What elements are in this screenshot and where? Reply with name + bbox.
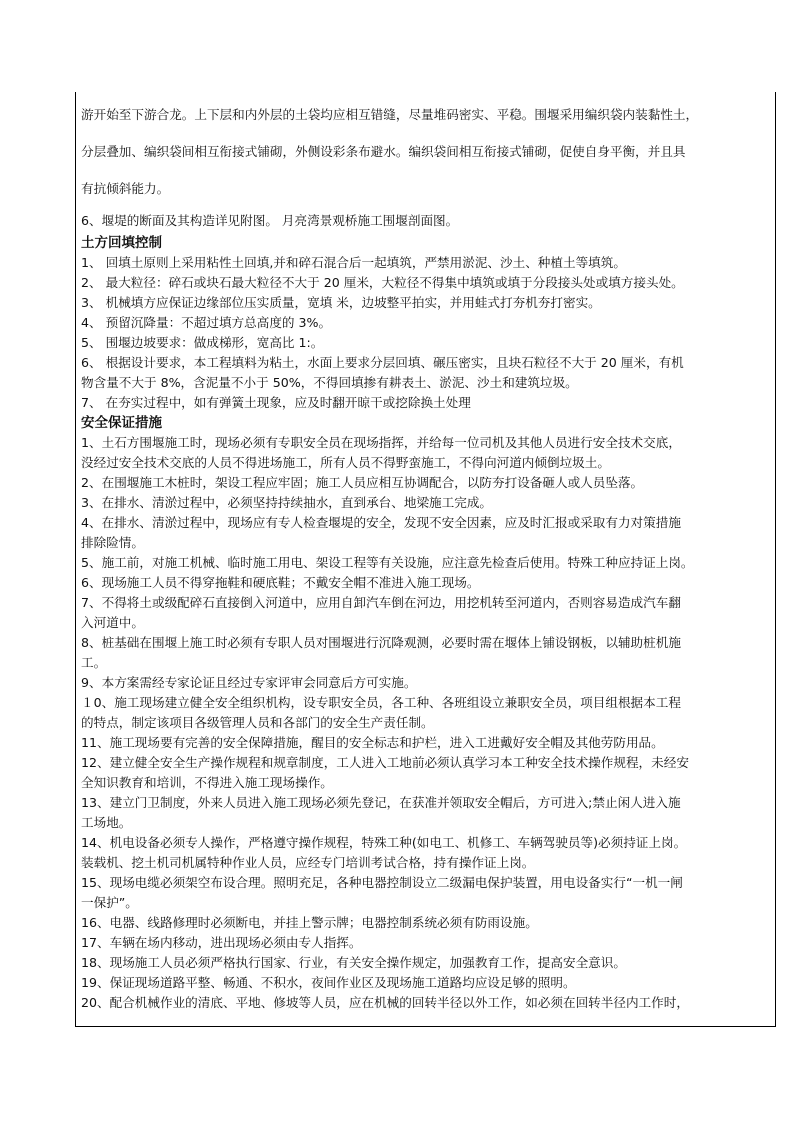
list-item: 7、 在夯实过程中，如有弹簧土现象，应及时翻开晾干或挖除换土处理 xyxy=(81,395,471,410)
list-item: 11、施工现场要有完善的安全保障措施，醒目的安全标志和护栏，进入工进戴好安全帽及其他劳防用品。 xyxy=(81,735,664,750)
intro-line: 游开始至下游合龙。上下层和内外层的土袋均应相互错缝，尽量堆码密实、平稳。围堰采用编织袋内装黏性土， xyxy=(81,107,699,122)
list-item: 没经过安全技术交底的人员不得进场施工，所有人员不得野蛮施工，不得向河道内倾倒垃圾土。 xyxy=(81,455,610,470)
list-item: 工。 xyxy=(81,655,107,670)
list-item: 3、 机械填方应保证边缘部位压实质量，宽填 米，边坡整平拍实，并用蛙式打夯机夯打密实。 xyxy=(81,295,601,310)
list-item: １0、施工现场建立健全安全组织机构，设专职安全员，各工种、各班组设立兼职安全员，项目组根据本工程 xyxy=(81,695,681,710)
list-item: 1、土石方围堰施工时，现场必须有专职安全员在现场指挥，并给每一位司机及其他人员进行安全技术交底， xyxy=(81,435,681,450)
list-item: 4、 预留沉降量：不超过填方总高度的 3%。 xyxy=(81,315,332,330)
list-item: 15、现场电缆必须架空布设合理。照明充足，各种电器控制设立二级漏电保护装置，用电设备实行“一机一闸 xyxy=(81,875,683,890)
earth-backfill-list xyxy=(81,253,769,413)
safety-measures-list xyxy=(81,433,769,1013)
intro-line: 分层叠加、编织袋间相互衔接式铺砌，外侧设彩条布避水。编织袋间相互衔接式铺砌，促使自身平衡，并且具 xyxy=(81,144,686,159)
list-item: 20、配合机械作业的清底、平地、修坡等人员，应在机械的回转半径以外工作，如必须在回转半径内工作时， xyxy=(81,995,689,1010)
list-item: 入河道中。 xyxy=(81,615,144,630)
list-item: 7、不得将土或级配碎石直接倒入河道中，应用自卸汽车倒在河边，用挖机转至河道内，否则容易造成汽车翻 xyxy=(81,595,681,610)
list-item: 5、 围堰边坡要求：做成梯形，宽高比 1:。 xyxy=(81,335,324,350)
list-item: 9、本方案需经专家论证且经过专家评审会同意后方可实施。 xyxy=(81,675,417,690)
list-item: 物含量不大于 8%，含泥量不小于 50%，不得回填掺有耕表土、淤泥、沙土和建筑垃圾。 xyxy=(81,375,578,390)
list-item: 3、在排水、清淤过程中，必须坚持持续抽水，直到承台、地梁施工完成。 xyxy=(81,495,493,510)
list-item: 4、在排水、清淤过程中，现场应有专人检查堰堤的安全，发现不安全因素，应及时汇报或采取有力对策措施 xyxy=(81,515,681,530)
list-item: 13、建立门卫制度，外来人员进入施工现场必须先登记，在获准并领取安全帽后，方可进入;禁止闲人进入施 xyxy=(81,795,681,810)
document-table-cell xyxy=(75,92,776,1027)
list-item: 6、现场施工人员不得穿拖鞋和硬底鞋；不戴安全帽不准进入施工现场。 xyxy=(81,575,480,590)
list-item: 2、 最大粒径：碎石或块石最大粒径不大于 20 厘米，大粒径不得集中填筑或填于分段接头处或填方接头处。 xyxy=(81,275,684,290)
list-item: 19、保证现场道路平整、畅通、不积水，夜间作业区及现场施工道路均应设足够的照明。 xyxy=(81,975,576,990)
list-item: 17、车辆在场内移动，进出现场必须由专人指挥。 xyxy=(81,935,362,950)
list-item: 6、 根据设计要求，本工程填料为粘土，水面上要求分层回填、碾压密实，且块石粒径不大于 20 厘米，有机 xyxy=(81,355,684,370)
list-item: 2、在围堰施工木桩时，架设工程应牢固；施工人员应相互协调配合，以防夯打设备砸人或人员坠落。 xyxy=(81,475,644,490)
list-item: 一保护”。 xyxy=(81,895,138,910)
list-item: 14、机电设备必须专人操作，严格遵守操作规程，特殊工种(如电工、机修工、车辆驾驶员等)必须持证上岗。 xyxy=(81,835,687,850)
list-item: 工场地。 xyxy=(81,815,132,830)
list-item: 8、桩基础在围堰上施工时必须有专职人员对围堰进行沉降观测，必要时需在堰体上铺设钢板，以辅助桩机施 xyxy=(81,635,681,650)
list-item: 1、 回填土原则上采用粘性土回填,并和碎石混合后一起填筑，严禁用淤泥、沙土、种植土等填筑。 xyxy=(81,255,626,270)
list-item: 的特点，制定该项目各级管理人员和各部门的安全生产责任制。 xyxy=(81,715,434,730)
earth-backfill-heading: 土方回填控制 xyxy=(81,235,162,251)
list-item: 18、现场施工人员必须严格执行国家、行业，有关安全操作规定，加强教育工作，提高安全意识。 xyxy=(81,955,626,970)
intro-line: 有抗倾斜能力。 xyxy=(81,181,170,196)
list-item: 5、施工前，对施工机械、临时施工用电、架设工程等有关设施，应注意先检查后使用。特殊工种应持证上岗。 xyxy=(81,555,694,570)
list-item: 全知识教育和培训，不得进入施工现场操作。 xyxy=(81,775,333,790)
intro-paragraph xyxy=(81,96,769,207)
construction-note: 6、堰堤的断面及其构造详见附图。 月亮湾景观桥施工围堰剖面图。 xyxy=(81,213,459,228)
list-item: 12、建立健全安全生产操作规程和规章制度，工人进入工地前必须认真学习本工种安全技术操作规程，未经安 xyxy=(81,755,689,770)
document-content xyxy=(76,92,775,1013)
list-item: 排除险情。 xyxy=(81,535,144,550)
safety-measures-heading: 安全保证措施 xyxy=(81,415,162,431)
list-item: 16、电器、线路修理时必须断电，并挂上警示牌；电器控制系统必须有防雨设施。 xyxy=(81,915,538,930)
list-item: 装载机、挖土机司机属特种作业人员，应经专门培训考试合格，持有操作证上岗。 xyxy=(81,855,535,870)
